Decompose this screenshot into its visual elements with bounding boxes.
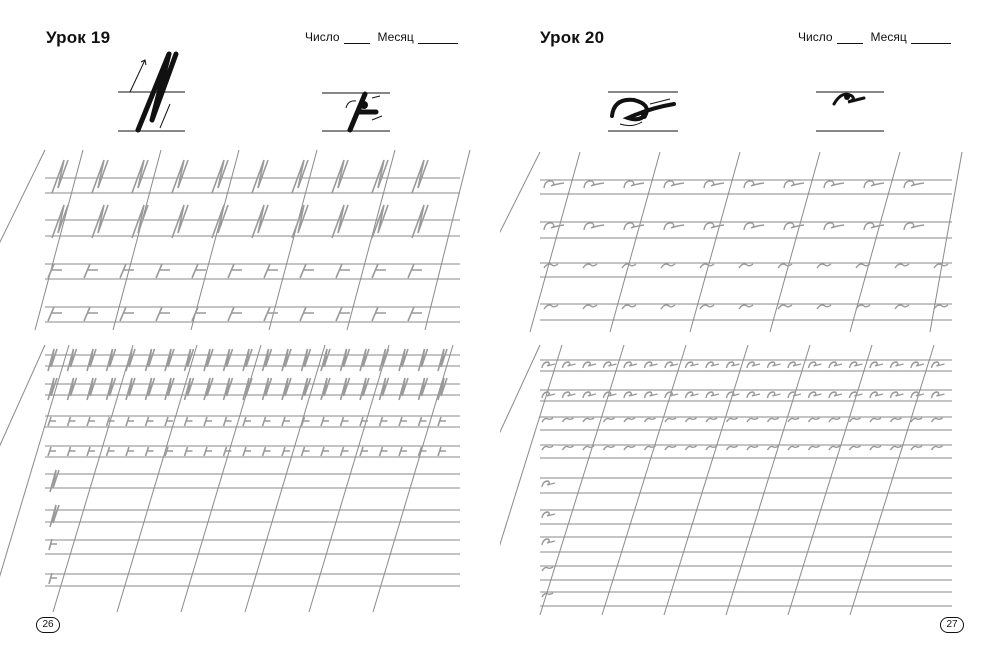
trace-loop-letter [768,362,781,368]
trace-lowercase [107,417,115,426]
trace-capital [438,349,447,371]
trace-small-letter [891,418,902,422]
trace-loop-letter [624,181,644,188]
trace-capital [52,205,68,238]
trace-loop-letter [542,362,555,368]
trace-lowercase [380,447,388,456]
trace-capital [380,378,389,400]
trace-capital [126,349,135,371]
date-label: Число [798,30,833,44]
guide-line [0,150,45,330]
trace-lowercase [438,447,446,456]
trace-loop-letter [645,392,658,398]
trace-capital [87,378,96,400]
trace-capital [68,378,77,400]
trace-loop-letter [706,392,719,398]
trace-loop-letter [768,392,781,398]
trace-loop-letter [604,362,617,368]
trace-capital [146,349,155,371]
page-number: 27 [940,617,964,633]
trace-lowercase [321,447,329,456]
trace-small-letter [870,418,881,422]
trace-small-letter [895,305,909,309]
trace-loop-letter [809,392,822,398]
trace-lowercase [185,417,193,426]
trace-loop-letter [664,223,684,230]
trace-capital [212,205,228,238]
trace-small-letter [895,264,909,268]
trace-lowercase [243,417,251,426]
trace-capital [412,160,428,193]
trace-loop-letter [891,392,904,398]
trace-capital [332,160,348,193]
trace-capital [399,349,408,371]
trace-loop-letter [563,362,576,368]
trace-lowercase [204,447,212,456]
trace-lowercase [438,417,446,426]
trace-loop-letter [904,223,924,230]
trace-capital [380,349,389,371]
trace-lowercase [372,264,386,278]
trace-loop-letter [829,362,842,368]
trace-small-letter [817,264,831,268]
trace-capital [282,378,291,400]
trace-capital [172,160,188,193]
trace-loop-letter [704,223,724,230]
trace-small-letter [700,264,714,268]
trace-loop-letter [824,181,844,188]
month-label: Месяц [870,30,907,44]
trace-lowercase [399,417,407,426]
slant-guides [0,150,470,612]
trace-lowercase [282,417,290,426]
trace-loop-letter [665,362,678,368]
trace-capital [87,349,96,371]
ruled-lines [45,178,460,586]
guide-line [664,345,748,615]
trace-loop-letter [864,223,884,230]
trace-small-letter [542,418,553,422]
trace-loop-letter [727,362,740,368]
trace-small-letter [778,305,792,309]
trace-loop-letter [624,223,644,230]
trace-capital [243,378,252,400]
trace-lowercase [300,264,314,278]
trace-loop-letter [829,392,842,398]
trace-capital [52,160,68,193]
trace-lowercase [48,264,62,278]
trace-lowercase [264,264,278,278]
trace-capital [132,205,148,238]
trace-small-letter [891,446,902,450]
trace-loop-letter [665,392,678,398]
trace-lowercase [146,447,154,456]
trace-capital [224,349,233,371]
date-label: Число [305,30,340,44]
trace-lowercase [107,447,115,456]
trace-loop-letter [727,392,740,398]
trace-lowercase [419,417,427,426]
trace-capital [263,378,272,400]
trace-capital [399,378,408,400]
trace-lowercase [264,307,278,321]
trace-small-letter [563,418,574,422]
trace-loop-letter [542,539,555,545]
trace-loop-letter [784,223,804,230]
trace-small-letter [622,305,636,309]
trace-loop-letter [604,392,617,398]
guide-line [425,150,470,330]
trace-capital [341,349,350,371]
trace-capital [360,349,369,371]
trace-lowercase [302,447,310,456]
trace-small-letter [706,418,717,422]
lesson-title: Урок 19 [46,28,111,47]
trace-loop-letter [870,392,883,398]
trace-small-letter [911,446,922,450]
trace-small-letter [856,305,870,309]
trace-capital [243,349,252,371]
guide-line [269,150,317,330]
trace-capital [332,205,348,238]
trace-loop-letter [891,362,904,368]
trace-lowercase [341,447,349,456]
trace-small-letter [768,418,779,422]
trace-loop-letter [544,181,564,188]
guide-line [309,345,389,612]
guide-line [500,152,540,332]
trace-capital [419,349,428,371]
guide-line [0,345,45,612]
trace-loop-letter [911,362,924,368]
trace-loop-letter [864,181,884,188]
trace-capital [412,205,428,238]
trace-loop-letter [932,362,945,368]
guide-line [930,152,962,332]
trace-lowercase [48,417,56,426]
right-page [500,0,1000,667]
trace-small-letter [727,446,738,450]
trace-lowercase [165,417,173,426]
trace-small-letter [583,264,597,268]
trace-lowercase [192,264,206,278]
trace-loop-letter [747,392,760,398]
trace-capital [372,160,388,193]
trace-small-letter [817,305,831,309]
guide-line [117,345,197,612]
trace-small-letter [686,446,697,450]
trace-loop-letter [706,362,719,368]
trace-capital [172,205,188,238]
trace-letters [542,181,948,597]
trace-lowercase [126,417,134,426]
trace-capital [419,378,428,400]
trace-capital [204,349,213,371]
handwriting-practice-sheet [500,0,1000,667]
trace-loop-letter [932,392,945,398]
trace-lowercase [336,307,350,321]
trace-loop-letter [686,392,699,398]
trace-lowercase [228,264,242,278]
trace-lowercase [84,307,98,321]
trace-capital [341,378,350,400]
trace-loop-letter [870,362,883,368]
trace-small-letter [583,305,597,309]
trace-loop-letter [904,181,924,188]
trace-lowercase [49,573,57,584]
trace-small-letter [661,305,675,309]
guide-line [726,345,810,615]
trace-small-letter [739,305,753,309]
trace-loop-letter [744,223,764,230]
trace-lowercase [399,447,407,456]
trace-lowercase [87,447,95,456]
trace-small-letter [700,305,714,309]
trace-loop-letter [744,181,764,188]
guide-line [347,150,395,330]
guide-line [191,150,239,330]
trace-letters [48,160,447,584]
trace-capital [146,378,155,400]
trace-small-letter [829,446,840,450]
trace-lowercase [263,417,271,426]
trace-lowercase [300,307,314,321]
trace-small-letter [788,418,799,422]
trace-lowercase [84,264,98,278]
trace-small-letter [604,446,615,450]
trace-lowercase [68,417,76,426]
trace-capital [292,205,308,238]
trace-lowercase [336,264,350,278]
guide-line [530,152,580,332]
trace-lowercase [224,417,232,426]
trace-lowercase [185,447,193,456]
trace-small-letter [809,446,820,450]
guide-line [788,345,872,615]
trace-capital [204,378,213,400]
trace-capital [263,349,272,371]
trace-small-letter [850,446,861,450]
trace-small-letter [747,446,758,450]
trace-small-letter [563,446,574,450]
trace-lowercase [341,417,349,426]
trace-capital [252,160,268,193]
trace-capital [92,205,108,238]
trace-loop-letter [584,223,604,230]
trace-lowercase [156,264,170,278]
trace-small-letter [645,418,656,422]
trace-capital [302,349,311,371]
trace-small-letter [809,418,820,422]
trace-small-letter [932,446,943,450]
trace-loop-letter [747,362,760,368]
guide-line [850,152,900,332]
trace-loop-letter [624,392,637,398]
trace-capital [68,349,77,371]
trace-loop-letter [583,362,596,368]
trace-small-letter [911,418,922,422]
trace-small-letter [850,418,861,422]
trace-capital [165,349,174,371]
guide-line [245,345,325,612]
trace-small-letter [932,418,943,422]
trace-small-letter [934,305,948,309]
trace-capital [165,378,174,400]
trace-capital [48,349,57,371]
trace-loop-letter [544,223,564,230]
sample-letter-small [816,92,884,131]
trace-lowercase [263,447,271,456]
trace-small-letter [544,264,558,268]
trace-small-letter [686,418,697,422]
trace-loop-letter [584,181,604,188]
trace-lowercase [126,447,134,456]
trace-lowercase [204,417,212,426]
trace-loop-letter [645,362,658,368]
trace-small-letter [624,418,635,422]
guide-line [0,345,69,612]
trace-small-letter [665,418,676,422]
trace-loop-letter [664,181,684,188]
trace-small-letter [829,418,840,422]
trace-capital [212,160,228,193]
sample-letter-lowercase-loop [608,92,678,131]
trace-lowercase [360,447,368,456]
trace-small-letter [870,446,881,450]
slant-guides [500,152,962,615]
trace-small-letter [542,567,553,571]
trace-capital [224,378,233,400]
trace-lowercase [408,307,422,321]
trace-lowercase [87,417,95,426]
trace-loop-letter [563,392,576,398]
trace-lowercase [228,307,242,321]
trace-lowercase [372,307,386,321]
trace-loop-letter [788,392,801,398]
trace-loop-letter [788,362,801,368]
trace-small-letter [544,305,558,309]
trace-small-letter [542,593,553,597]
trace-loop-letter [624,362,637,368]
trace-lowercase [380,417,388,426]
trace-lowercase [321,417,329,426]
trace-loop-letter [542,392,555,398]
trace-lowercase [156,307,170,321]
trace-capital [372,205,388,238]
trace-capital [50,470,59,492]
trace-small-letter [788,446,799,450]
trace-lowercase [48,447,56,456]
trace-loop-letter [704,181,724,188]
trace-loop-letter [824,223,844,230]
trace-lowercase [408,264,422,278]
trace-small-letter [542,446,553,450]
trace-loop-letter [809,362,822,368]
trace-small-letter [665,446,676,450]
trace-small-letter [747,418,758,422]
ruled-lines [540,180,952,606]
trace-small-letter [624,446,635,450]
trace-capital [107,349,116,371]
trace-capital [132,160,148,193]
trace-small-letter [778,264,792,268]
trace-loop-letter [686,362,699,368]
guide-line [850,345,934,615]
trace-small-letter [622,264,636,268]
trace-lowercase [49,539,57,550]
trace-loop-letter [784,181,804,188]
trace-lowercase [48,307,62,321]
trace-capital [321,378,330,400]
sample-letter-lowercase [322,93,390,131]
trace-small-letter [768,446,779,450]
trace-loop-letter [542,512,555,518]
trace-loop-letter [850,362,863,368]
guide-line [540,345,624,615]
trace-capital [282,349,291,371]
trace-lowercase [282,447,290,456]
trace-loop-letter [542,481,555,487]
guide-line [35,150,83,330]
sample-letter-capital [118,54,185,131]
trace-small-letter [727,418,738,422]
trace-capital [292,160,308,193]
trace-capital [107,378,116,400]
page-number: 26 [36,617,60,633]
trace-capital [92,160,108,193]
trace-loop-letter [583,392,596,398]
trace-lowercase [120,307,134,321]
trace-small-letter [583,418,594,422]
trace-small-letter [739,264,753,268]
guide-line [602,345,686,615]
trace-capital [126,378,135,400]
lesson-title: Урок 20 [540,28,605,47]
trace-lowercase [243,447,251,456]
trace-small-letter [604,418,615,422]
guide-line [690,152,740,332]
guide-line [770,152,820,332]
trace-capital [360,378,369,400]
trace-capital [252,205,268,238]
trace-lowercase [68,447,76,456]
trace-capital [50,505,59,527]
trace-small-letter [661,264,675,268]
trace-lowercase [146,417,154,426]
month-label: Месяц [377,30,414,44]
